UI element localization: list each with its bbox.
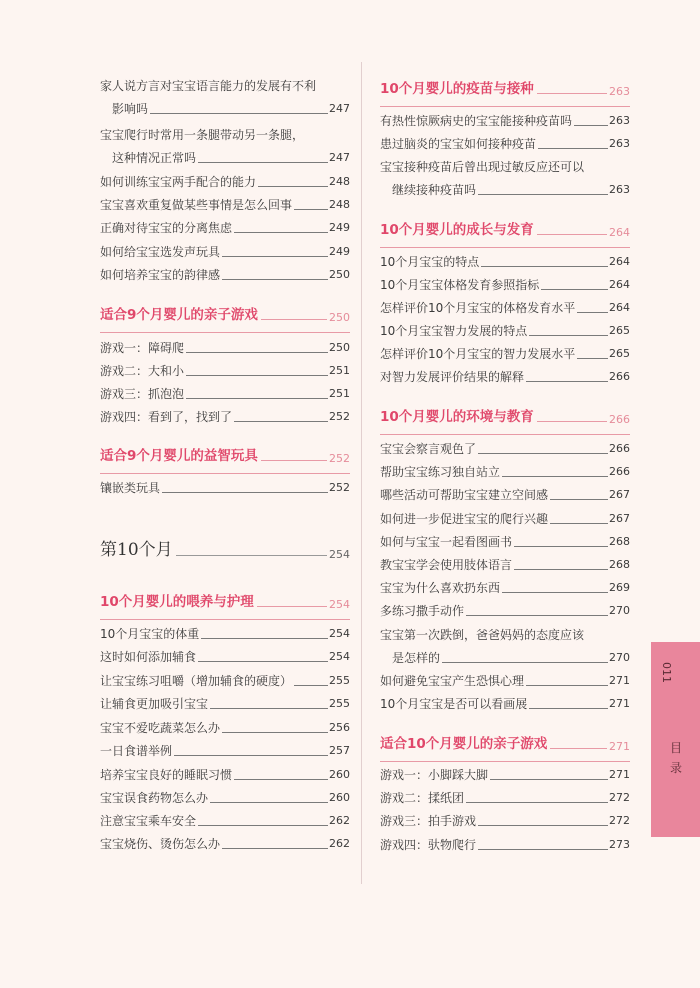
toc-entry-text: 10个月宝宝的体重 [100,627,200,641]
toc-page-number: 267 [609,512,630,525]
toc-page-number: 248 [329,198,350,211]
side-tab-label: 目录 [669,741,682,775]
toc-entry-text: 多练习撒手动作 [380,604,465,618]
toc-page-number: 270 [609,651,630,664]
toc-entry[interactable] [380,159,630,198]
toc-entry-text: 让辅食更加吸引宝宝 [100,697,209,711]
toc-entry[interactable] [380,300,630,316]
toc-page-number: 260 [329,768,350,781]
toc-entry[interactable] [380,696,630,712]
section-heading[interactable] [100,306,350,324]
toc-entry-text: 让宝宝练习咀嚼（增加辅食的硬度） [100,674,293,688]
toc-entry[interactable] [380,487,630,503]
section-page-number: 271 [609,740,630,753]
toc-entry-text: 宝宝为什么喜欢扔东西 [380,581,501,595]
toc-page-number: 263 [609,114,630,127]
toc-page-number: 247 [329,102,350,115]
toc-page-number: 255 [329,674,350,687]
toc-page-number: 273 [609,838,630,851]
toc-page-number: 264 [609,278,630,291]
toc-entry-text: 正确对待宝宝的分离焦虑 [100,221,233,235]
toc-entry[interactable] [380,346,630,362]
toc-entry-text: 注意宝宝乘车安全 [100,814,197,828]
toc-entry-text: 哪些活动可帮助宝宝建立空间感 [380,488,549,502]
toc-entry-text: 继续接种疫苗吗 [392,183,477,197]
toc-page-number: 255 [329,697,350,710]
toc-page-number: 267 [609,488,630,501]
toc-entry[interactable] [100,720,350,736]
toc-entry-text: 宝宝会察言观色了 [380,442,477,456]
toc-entry[interactable] [100,767,350,783]
toc-entry-text: 患过脑炎的宝宝如何接种疫苗 [380,137,537,151]
toc-page-number: 252 [329,481,350,494]
toc-entry[interactable] [100,340,350,356]
toc-entry[interactable] [380,534,630,550]
toc-page-number: 256 [329,721,350,734]
section-rule [380,434,630,435]
toc-entry[interactable] [100,363,350,379]
toc-entry[interactable] [100,673,350,689]
section-rule [100,332,350,333]
toc-page-number: 272 [609,791,630,804]
toc-entry-text: 镶嵌类玩具 [100,481,161,495]
toc-entry-text: 游戏四：看到了，找到了 [100,410,233,424]
toc-entry-text: 游戏二：大和小 [100,364,185,378]
toc-page-number: 266 [609,370,630,383]
toc-entry[interactable] [100,174,350,190]
toc-page-number: 249 [329,221,350,234]
toc-entry[interactable] [380,837,630,853]
toc-entry-text: 如何训练宝宝两手配合的能力 [100,175,257,189]
toc-entry-text: 10个月宝宝是否可以看画展 [380,697,528,711]
toc-page-number: 262 [329,837,350,850]
toc-entry-text: 10个月宝宝的特点 [380,255,480,269]
section-title: 10个月婴儿的成长与发育 [380,222,534,238]
toc-entry-text: 如何与宝宝一起看图画书 [380,535,513,549]
toc-page-number: 247 [329,151,350,164]
toc-page-number: 271 [609,674,630,687]
toc-entry[interactable] [100,813,350,829]
toc-page-number: 250 [329,341,350,354]
toc-entry-text: 如何培养宝宝的韵律感 [100,268,221,282]
toc-page-number: 254 [329,627,350,640]
toc-page-number: 252 [329,410,350,423]
toc-page-number: 254 [329,650,350,663]
toc-entry-text: 游戏一：障碍爬 [100,341,185,355]
section-heading[interactable] [380,221,630,239]
toc-page-number: 263 [609,183,630,196]
toc-entry[interactable] [380,790,630,806]
toc-entry[interactable] [100,836,350,852]
toc-page-number: 268 [609,535,630,548]
toc-entry[interactable] [100,267,350,283]
toc-entry[interactable] [380,277,630,293]
toc-entry-text: 游戏三：抓泡泡 [100,387,185,401]
toc-entry-text: 对智力发展评价结果的解释 [380,370,525,384]
toc-page-number: 251 [329,387,350,400]
toc-page-number: 263 [609,137,630,150]
month-title: 第10个月 [100,540,173,560]
toc-entry-text: 10个月宝宝智力发展的特点 [380,324,528,338]
toc-entry-text: 一日食谱举例 [100,744,173,758]
section-rule [100,473,350,474]
toc-entry-text: 10个月宝宝体格发育参照指标 [380,278,540,292]
toc-entry-line1: 宝宝第一次跌倒，爸爸妈妈的态度应该 [380,628,585,642]
toc-entry-text: 是怎样的 [392,651,441,665]
toc-page-number: 266 [609,465,630,478]
section-page-number: 264 [609,226,630,239]
section-page-number: 252 [329,452,350,465]
toc-entry-text: 影响吗 [112,102,149,116]
section-heading[interactable] [380,408,630,426]
section-title: 10个月婴儿的疫苗与接种 [380,81,534,97]
toc-entry[interactable] [380,603,630,619]
toc-entry[interactable] [100,409,350,425]
toc-page-number: 271 [609,697,630,710]
toc-entry[interactable] [100,386,350,402]
toc-entry[interactable] [380,323,630,339]
toc-page-number: 257 [329,744,350,757]
toc-entry-text: 宝宝误食药物怎么办 [100,791,209,805]
section-title: 适合9个月婴儿的益智玩具 [100,448,258,464]
toc-page-number: 271 [609,768,630,781]
section-rule [380,106,630,107]
section-heading[interactable] [100,593,350,611]
toc-entry[interactable] [380,369,630,385]
toc-entry-text: 游戏三：拍手游戏 [380,814,477,828]
section-page-number: 254 [329,598,350,611]
section-heading[interactable] [380,80,630,98]
toc-page-number: 272 [609,814,630,827]
toc-entry-text: 游戏四：驮物爬行 [380,838,477,852]
toc-entry-text: 游戏二：揉纸团 [380,791,465,805]
toc-page-number: 269 [609,581,630,594]
section-heading[interactable] [100,447,350,465]
toc-entry-text: 这时如何添加辅食 [100,650,197,664]
toc-entry[interactable] [380,254,630,270]
section-page-number: 250 [329,311,350,324]
toc-entry[interactable] [380,441,630,457]
toc-entry[interactable] [100,197,350,213]
toc-page-number: 264 [609,255,630,268]
page-number: 011 [660,662,673,683]
toc-entry[interactable] [100,790,350,806]
section-rule [380,761,630,762]
toc-entry-text: 如何进一步促进宝宝的爬行兴趣 [380,512,549,526]
toc-page-number: 265 [609,324,630,337]
toc-entry[interactable] [380,511,630,527]
toc-page-number: 250 [329,268,350,281]
toc-page-number: 265 [609,347,630,360]
toc-entry[interactable] [100,220,350,236]
toc-entry[interactable] [380,580,630,596]
column-divider [361,62,362,884]
month-heading[interactable] [100,539,350,561]
toc-entry-text: 宝宝喜欢重复做某些事情是怎么回事 [100,198,293,212]
section-title: 10个月婴儿的喂养与护理 [100,594,254,610]
section-rule [380,247,630,248]
toc-page-number: 260 [329,791,350,804]
toc-entry[interactable] [380,464,630,480]
section-rule [100,619,350,620]
toc-entry[interactable] [380,557,630,573]
toc-page-number: 262 [329,814,350,827]
section-page-number: 263 [609,85,630,98]
toc-entry-text: 这种情况正常吗 [112,151,197,165]
toc-entry-text: 教宝宝学会使用肢体语言 [380,558,513,572]
toc-entry-text: 培养宝宝良好的睡眠习惯 [100,768,233,782]
toc-entry[interactable] [100,127,350,166]
toc-entry-text: 如何避免宝宝产生恐惧心理 [380,674,525,688]
toc-page-number: 268 [609,558,630,571]
toc-entry-line1: 家人说方言对宝宝语言能力的发展有不利 [100,79,317,93]
toc-entry-text: 帮助宝宝练习独自站立 [380,465,501,479]
toc-entry-line1: 宝宝接种疫苗后曾出现过敏反应还可以 [380,160,585,174]
toc-entry[interactable] [100,743,350,759]
section-title: 10个月婴儿的环境与教育 [380,409,534,425]
toc-entry[interactable] [100,78,350,117]
toc-entry[interactable] [100,480,350,496]
toc-entry[interactable] [380,767,630,783]
toc-entry[interactable] [380,673,630,689]
toc-page-number: 249 [329,245,350,258]
toc-entry-text: 如何给宝宝选发声玩具 [100,245,221,259]
toc-page-number: 266 [609,442,630,455]
toc-page-number: 270 [609,604,630,617]
toc-page-number: 251 [329,364,350,377]
toc-entry[interactable] [100,626,350,642]
section-title: 适合10个月婴儿的亲子游戏 [380,736,548,752]
toc-entry[interactable] [380,136,630,152]
toc-entry[interactable] [380,113,630,129]
toc-entry-text: 宝宝不爱吃蔬菜怎么办 [100,721,221,735]
month-page-number: 254 [329,548,350,561]
section-heading[interactable] [380,735,630,753]
toc-entry-line1: 宝宝爬行时常用一条腿带动另一条腿， [100,128,305,142]
chapter-side-tab [651,642,700,837]
toc-entry-text: 游戏一：小脚踩大脚 [380,768,489,782]
toc-entry-text: 怎样评价10个月宝宝的体格发育水平 [380,301,576,315]
toc-entry[interactable] [100,244,350,260]
toc-entry-text: 宝宝烧伤、烫伤怎么办 [100,837,221,851]
toc-entry[interactable] [100,696,350,712]
section-page-number: 266 [609,413,630,426]
toc-page-number: 248 [329,175,350,188]
toc-entry[interactable] [380,627,630,666]
section-title: 适合9个月婴儿的亲子游戏 [100,307,258,323]
toc-entry-text: 有热性惊厥病史的宝宝能接种疫苗吗 [380,114,573,128]
toc-page-number: 264 [609,301,630,314]
toc-entry[interactable] [380,813,630,829]
toc-entry-text: 怎样评价10个月宝宝的智力发展水平 [380,347,576,361]
toc-entry[interactable] [100,649,350,665]
